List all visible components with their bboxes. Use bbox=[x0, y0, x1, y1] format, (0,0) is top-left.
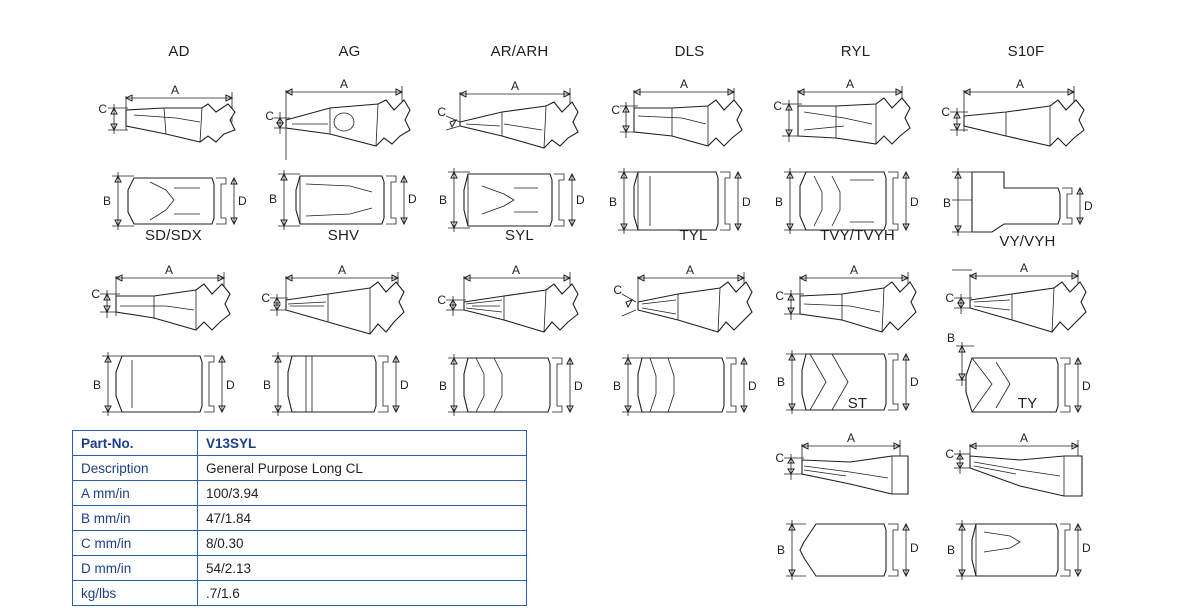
svg-text:B: B bbox=[268, 192, 277, 206]
svg-text:D: D bbox=[742, 195, 751, 209]
spec-value: General Purpose Long CL bbox=[198, 456, 527, 481]
tooth-title: ST bbox=[847, 395, 868, 412]
svg-text:C: C bbox=[941, 105, 950, 119]
svg-text:B: B bbox=[942, 196, 951, 210]
svg-text:B: B bbox=[608, 195, 617, 209]
tooth-title: TY bbox=[1017, 395, 1038, 412]
svg-text:D: D bbox=[1084, 199, 1093, 213]
spec-key: kg/lbs bbox=[73, 581, 198, 606]
tooth-drawing-dls bbox=[608, 60, 767, 230]
tooth-cell-ag bbox=[265, 43, 427, 230]
svg-text:C: C bbox=[945, 291, 954, 305]
svg-text:A: A bbox=[511, 263, 521, 277]
svg-text:C: C bbox=[773, 99, 782, 113]
svg-text:A: A bbox=[1019, 431, 1029, 445]
spec-key: C mm/in bbox=[73, 531, 198, 556]
table-row bbox=[73, 481, 527, 506]
tooth-cell-tvy-tvyh bbox=[775, 227, 935, 414]
spec-value: .7/1.6 bbox=[198, 581, 527, 606]
tooth-title: S10F bbox=[1007, 43, 1045, 60]
tooth-cell-vy-vyh bbox=[945, 233, 1105, 420]
tooth-drawing-tvy bbox=[775, 244, 935, 414]
tooth-title: SYL bbox=[505, 227, 534, 244]
tooth-title: AD bbox=[168, 43, 190, 60]
tooth-cell-st bbox=[775, 395, 935, 582]
svg-text:D: D bbox=[238, 194, 247, 208]
tooth-drawing-syl bbox=[437, 244, 597, 414]
svg-text:D: D bbox=[226, 378, 235, 392]
svg-text:A: A bbox=[1019, 261, 1029, 275]
svg-text:A: A bbox=[849, 263, 859, 277]
svg-text:A: A bbox=[1015, 77, 1025, 91]
tooth-drawing-st bbox=[775, 412, 935, 582]
svg-text:A: A bbox=[685, 263, 695, 277]
tooth-title: RYL bbox=[840, 43, 871, 60]
table-row bbox=[73, 556, 527, 581]
svg-text:D: D bbox=[910, 541, 919, 555]
svg-text:B: B bbox=[776, 543, 785, 557]
svg-text:C: C bbox=[437, 105, 446, 119]
tooth-drawing-s10f bbox=[941, 60, 1106, 230]
tooth-title: TYL bbox=[679, 227, 708, 244]
spec-key: D mm/in bbox=[73, 556, 198, 581]
spec-value: 100/3.94 bbox=[198, 481, 527, 506]
svg-text:A: A bbox=[337, 263, 347, 277]
tooth-cell-ad bbox=[98, 43, 254, 230]
svg-text:B: B bbox=[92, 378, 101, 392]
svg-text:A: A bbox=[510, 79, 520, 93]
spec-value: 54/2.13 bbox=[198, 556, 527, 581]
svg-text:B: B bbox=[102, 194, 111, 208]
table-row bbox=[73, 456, 527, 481]
spec-key: Description bbox=[73, 456, 198, 481]
tooth-drawing-ty bbox=[945, 412, 1105, 582]
tooth-drawing-tyl bbox=[612, 244, 771, 414]
tooth-cell-dls bbox=[608, 43, 767, 230]
tooth-drawing-ryl bbox=[773, 60, 933, 230]
table-row bbox=[73, 431, 527, 456]
svg-text:C: C bbox=[945, 447, 954, 461]
tooth-title: VY/VYH bbox=[999, 233, 1056, 250]
svg-text:C: C bbox=[613, 283, 622, 297]
svg-text:C: C bbox=[98, 102, 107, 116]
tooth-title: SHV bbox=[327, 227, 360, 244]
table-row bbox=[73, 506, 527, 531]
svg-text:C: C bbox=[91, 287, 100, 301]
svg-text:B: B bbox=[262, 378, 271, 392]
tooth-drawing-sd bbox=[91, 244, 251, 414]
tooth-drawing-shv bbox=[261, 244, 421, 414]
tooth-cell-syl bbox=[437, 227, 597, 414]
tooth-title: TVY/TVYH bbox=[820, 227, 895, 244]
svg-text:D: D bbox=[576, 193, 585, 207]
spec-table bbox=[72, 430, 527, 606]
svg-text:D: D bbox=[1082, 379, 1091, 393]
tooth-drawing-ag bbox=[265, 60, 427, 230]
tooth-title: AR/ARH bbox=[490, 43, 549, 60]
spec-key: B mm/in bbox=[73, 506, 198, 531]
svg-text:A: A bbox=[846, 431, 856, 445]
spec-value: 47/1.84 bbox=[198, 506, 527, 531]
spec-value: 8/0.30 bbox=[198, 531, 527, 556]
tooth-cell-shv bbox=[261, 227, 421, 414]
tooth-drawing-ad bbox=[98, 60, 254, 230]
spec-key: A mm/in bbox=[73, 481, 198, 506]
svg-text:A: A bbox=[845, 77, 855, 91]
svg-text:A: A bbox=[679, 77, 689, 91]
svg-text:D: D bbox=[910, 375, 919, 389]
tooth-cell-sd-sdx bbox=[91, 227, 251, 414]
svg-text:B: B bbox=[774, 195, 783, 209]
svg-text:D: D bbox=[400, 378, 409, 392]
svg-text:D: D bbox=[910, 195, 919, 209]
svg-text:B: B bbox=[438, 193, 447, 207]
tooth-cell-ryl bbox=[773, 43, 933, 230]
tooth-title: DLS bbox=[674, 43, 705, 60]
svg-text:D: D bbox=[1082, 541, 1091, 555]
tooth-title: SD/SDX bbox=[144, 227, 203, 244]
svg-text:C: C bbox=[437, 293, 446, 307]
svg-text:C: C bbox=[775, 289, 784, 303]
table-row bbox=[73, 581, 527, 606]
tooth-drawing-ar bbox=[437, 60, 597, 230]
svg-text:D: D bbox=[408, 192, 417, 206]
svg-text:C: C bbox=[611, 103, 620, 117]
tooth-cell-ty bbox=[945, 395, 1105, 582]
spec-value: V13SYL bbox=[198, 431, 527, 456]
svg-text:C: C bbox=[261, 291, 270, 305]
svg-text:D: D bbox=[574, 379, 583, 393]
svg-text:B: B bbox=[438, 379, 447, 393]
svg-text:A: A bbox=[170, 83, 180, 97]
tooth-cell-tyl bbox=[612, 227, 771, 414]
spec-key: Part-No. bbox=[73, 431, 198, 456]
tooth-cell-ar-arh bbox=[437, 43, 597, 230]
tooth-title: AG bbox=[338, 43, 361, 60]
table-row bbox=[73, 531, 527, 556]
svg-text:B: B bbox=[946, 543, 955, 557]
svg-text:A: A bbox=[164, 263, 174, 277]
tooth-cell-s10f bbox=[941, 43, 1106, 230]
svg-text:D: D bbox=[748, 379, 757, 393]
svg-text:C: C bbox=[265, 109, 274, 123]
svg-text:B: B bbox=[776, 375, 785, 389]
svg-text:B: B bbox=[946, 331, 955, 345]
svg-text:B: B bbox=[612, 379, 621, 393]
svg-text:C: C bbox=[775, 451, 784, 465]
svg-text:A: A bbox=[339, 77, 349, 91]
